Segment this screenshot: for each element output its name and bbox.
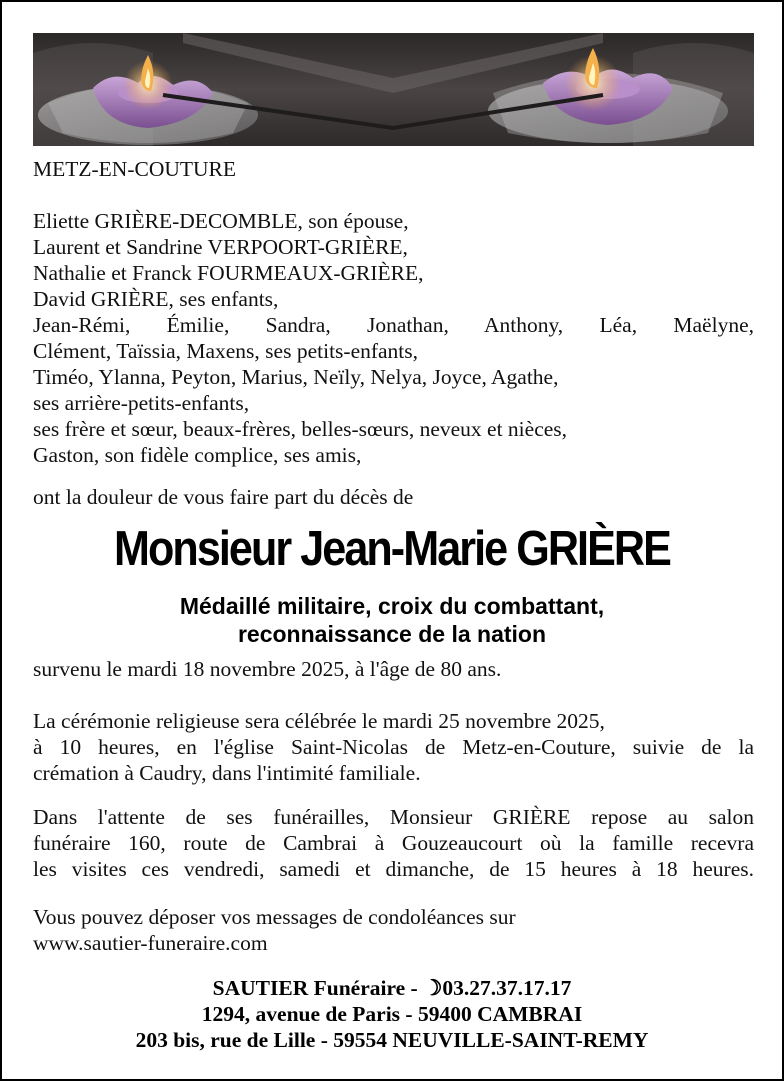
distinction-line: Médaillé militaire, croix du combattant, [179, 593, 605, 619]
family-line: ses arrière-petits-enfants, [33, 391, 250, 415]
candles-banner [33, 33, 754, 146]
family-line: David GRIÈRE, ses enfants, [33, 287, 279, 311]
family-line: Clément, Taïssia, Maxens, ses petits-enfants, [33, 339, 419, 363]
family-line: Gaston, son fidèle complice, ses amis, [33, 443, 362, 467]
funeral-home-contact [2, 975, 782, 1001]
distinction-line: reconnaissance de la nation [237, 621, 547, 647]
condolences-text: Vous pouvez déposer vos messages de condoléances sur [33, 905, 516, 929]
announcement-text: ont la douleur de vous faire part du décès de [33, 485, 414, 509]
family-line: Nathalie et Franck FOURMEAUX-GRIÈRE, [33, 261, 424, 285]
phone-icon: ☽ [423, 976, 443, 1000]
family-line: Timéo, Ylanna, Peyton, Marius, Neïly, Nelya, Joyce, Agathe, [33, 365, 559, 389]
viewing-line: les visites ces vendredi, samedi et dimanche, de 15 heures à 18 heures. [33, 857, 754, 881]
funeral-home-address: 1294, avenue de Paris - 59400 CAMBRAI [201, 1002, 583, 1026]
location-text: METZ-EN-COUTURE [33, 157, 237, 181]
family-line: Jean-Rémi, Émilie, Sandra, Jonathan, Anthony, Léa, Maëlyne, [33, 313, 754, 337]
family-line: Eliette GRIÈRE-DECOMBLE, son épouse, [33, 209, 409, 233]
funeral-home-info [2, 975, 782, 1053]
viewing-line: funéraire 160, route de Cambrai à Gouzeaucourt où la famille recevra [33, 831, 754, 855]
viewing-line: Dans l'attente de ses funérailles, Monsieur GRIÈRE repose au salon [33, 805, 754, 829]
death-info [33, 656, 754, 682]
location [33, 156, 754, 182]
death-info-text: survenu le mardi 18 novembre 2025, à l'âge de 80 ans. [33, 657, 502, 681]
funeral-home-phone[interactable]: 03.27.37.17.17 [442, 976, 572, 1000]
funeral-home-address: 203 bis, rue de Lille - 59554 NEUVILLE-SAINT-REMY [135, 1028, 649, 1052]
ceremony-line: à 10 heures, en l'église Saint-Nicolas de Metz-en-Couture, suivie de la [33, 735, 754, 759]
family-line: ses frère et sœur, beaux-frères, belles-sœurs, neveux et nièces, [33, 417, 568, 441]
ceremony-info [33, 708, 754, 786]
announcement [33, 484, 754, 510]
deceased-name: Monsieur Jean-Marie GRIÈRE [114, 522, 670, 576]
viewing-info [33, 804, 754, 882]
funeral-home-name: SAUTIER Funéraire - [212, 976, 424, 1000]
condolences-url[interactable]: www.sautier-funeraire.com [33, 931, 268, 955]
condolences [33, 904, 754, 956]
distinction [2, 592, 782, 648]
ceremony-line: crémation à Caudry, dans l'intimité familiale. [33, 761, 421, 785]
ceremony-line: La cérémonie religieuse sera célébrée le mardi 25 novembre 2025, [33, 709, 605, 733]
family-line: Laurent et Sandrine VERPOORT-GRIÈRE, [33, 235, 408, 259]
family-list [33, 208, 754, 468]
